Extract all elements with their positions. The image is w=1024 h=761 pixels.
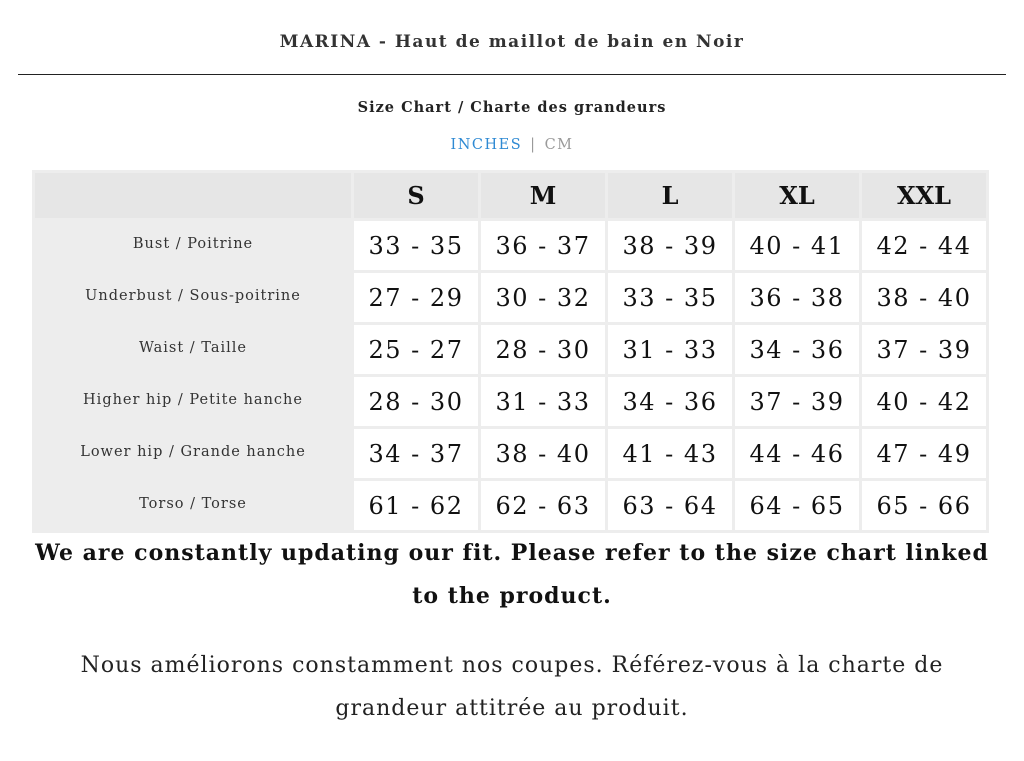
size-header-xl: XL: [735, 173, 859, 218]
table-cell: 63 - 64: [608, 481, 732, 530]
table-cell: 38 - 40: [862, 273, 986, 322]
unit-toggle: [0, 137, 1024, 153]
table-cell: 61 - 62: [354, 481, 478, 530]
table-cell: 42 - 44: [862, 221, 986, 270]
size-header-l: L: [608, 173, 732, 218]
row-label: Waist / Taille: [35, 325, 351, 374]
table-cell: 34 - 37: [354, 429, 478, 478]
table-cell: 37 - 39: [735, 377, 859, 426]
table-cell: 31 - 33: [608, 325, 732, 374]
table-cell: 65 - 66: [862, 481, 986, 530]
size-chart-heading: Size Chart / Charte des grandeurs: [357, 99, 667, 116]
table-cell: 34 - 36: [735, 325, 859, 374]
table-row-bust: [35, 221, 986, 270]
table-cell: 44 - 46: [735, 429, 859, 478]
table-cell: 37 - 39: [862, 325, 986, 374]
size-header-s: S: [354, 173, 478, 218]
unit-cm-tab[interactable]: CM: [544, 137, 574, 153]
table-cell: 27 - 29: [354, 273, 478, 322]
row-label: Bust / Poitrine: [35, 221, 351, 270]
fit-note-french: Nous améliorons constamment nos coupes. Référez-vous à la charte de grandeur attitrée au produit.: [80, 653, 944, 721]
table-cell: 47 - 49: [862, 429, 986, 478]
table-cell: 40 - 41: [735, 221, 859, 270]
table-row-higher-hip: [35, 377, 986, 426]
row-label: Torso / Torse: [35, 481, 351, 530]
table-cell: 30 - 32: [481, 273, 605, 322]
table-row-lower-hip: [35, 429, 986, 478]
unit-inches-tab[interactable]: INCHES: [450, 137, 523, 153]
table-row-underbust: [35, 273, 986, 322]
size-header-row: [35, 173, 986, 218]
table-cell: 31 - 33: [481, 377, 605, 426]
table-cell: 34 - 36: [608, 377, 732, 426]
table-row-torso: [35, 481, 986, 530]
table-cell: 36 - 37: [481, 221, 605, 270]
size-header-m: M: [481, 173, 605, 218]
table-cell: 33 - 35: [354, 221, 478, 270]
unit-separator: |: [530, 137, 537, 153]
size-chart-table: [32, 170, 989, 533]
size-header-xxl: XXL: [862, 173, 986, 218]
table-cell: 25 - 27: [354, 325, 478, 374]
table-cell: 41 - 43: [608, 429, 732, 478]
product-title: MARINA - Haut de maillot de bain en Noir: [279, 32, 745, 52]
table-cell: 33 - 35: [608, 273, 732, 322]
table-cell: 36 - 38: [735, 273, 859, 322]
table-row-waist: [35, 325, 986, 374]
table-cell: 64 - 65: [735, 481, 859, 530]
table-cell: 28 - 30: [354, 377, 478, 426]
table-cell: 40 - 42: [862, 377, 986, 426]
table-cell: 38 - 39: [608, 221, 732, 270]
table-cell: 38 - 40: [481, 429, 605, 478]
row-label: Lower hip / Grande hanche: [35, 429, 351, 478]
row-label: Higher hip / Petite hanche: [35, 377, 351, 426]
title-divider: [18, 74, 1006, 75]
table-cell: 62 - 63: [481, 481, 605, 530]
table-cell: 28 - 30: [481, 325, 605, 374]
row-label: Underbust / Sous-poitrine: [35, 273, 351, 322]
corner-cell: [35, 173, 351, 218]
fit-note-english: We are constantly updating our fit. Please refer to the size chart linked to the product.: [35, 540, 989, 609]
